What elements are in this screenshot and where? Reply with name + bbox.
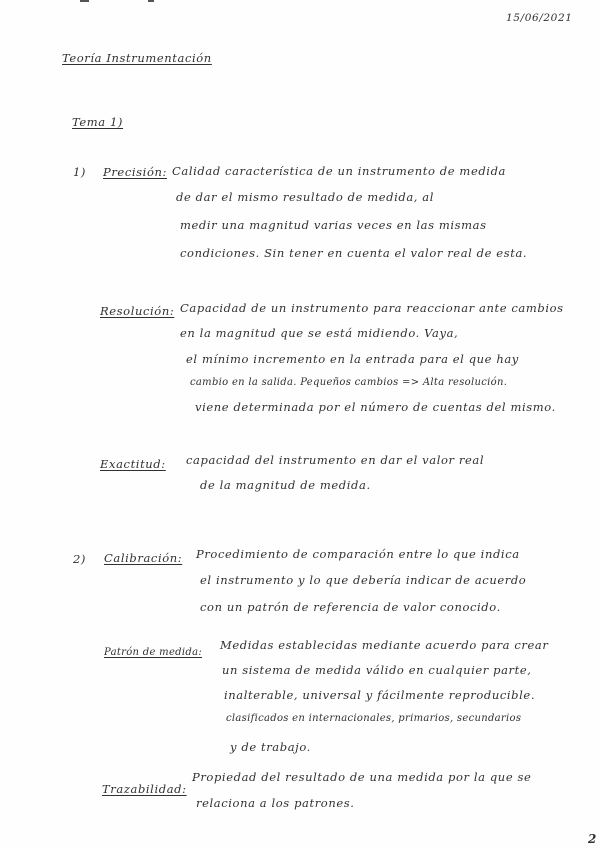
resolucion-line-5: viene determinada por el número de cuentas del mismo. [195,400,556,414]
stray-mark-2 [148,0,154,2]
term-trazabilidad: Trazabilidad: [102,782,187,796]
precision-line-1: Calidad característica de un instrumento de medida [172,164,507,178]
term-precision: Precisión: [103,165,167,179]
patron-line-4: clasificados en internacionales, primarios, secundarios [226,713,522,724]
page-title: Teoría Instrumentación [62,51,212,65]
trazabilidad-line-2: relaciona a los patrones. [196,796,355,810]
term-exactitud: Exactitud: [100,457,166,471]
stray-mark-1 [80,0,89,2]
trazabilidad-line-1: Propiedad del resultado de una medida por la que se [192,770,532,784]
resolucion-line-4: cambio en la salida. Pequeños cambios => Alta resolución. [190,377,508,388]
calibracion-line-2: el instrumento y lo que debería indicar de acuerdo [200,573,527,587]
term-resolucion: Resolución: [100,304,175,318]
resolucion-line-1: Capacidad de un instrumento para reaccionar ante cambios [180,301,564,315]
exactitud-line-1: capacidad del instrumento en dar el valor real [186,453,485,467]
term-calibracion: Calibración: [104,551,183,565]
page-number: 2 [588,832,597,846]
topic-heading: Tema 1) [72,115,124,129]
calibracion-line-3: con un patrón de referencia de valor conocido. [200,600,501,614]
page-date: 15/06/2021 [506,12,573,24]
calibracion-line-1: Procedimiento de comparación entre lo que indica [196,547,520,561]
precision-line-4: condiciones. Sin tener en cuenta el valor real de esta. [180,246,528,260]
resolucion-line-2: en la magnitud que se está midiendo. Vaya, [180,326,459,340]
patron-line-3: inalterable, universal y fácilmente reproducible. [224,688,536,702]
resolucion-line-3: el mínimo incremento en la entrada para el que hay [186,352,519,366]
patron-line-5: y de trabajo. [230,740,311,754]
patron-line-1: Medidas establecidas mediante acuerdo para crear [220,638,549,652]
patron-line-2: un sistema de medida válido en cualquier parte, [222,663,532,677]
precision-line-3: medir una magnitud varias veces en las mismas [180,218,487,232]
section-1-number: 1) [73,165,87,179]
section-2-number: 2) [73,552,87,566]
term-patron: Patrón de medida: [104,647,203,658]
exactitud-line-2: de la magnitud de medida. [200,478,371,492]
precision-line-2: de dar el mismo resultado de medida, al [176,190,435,204]
